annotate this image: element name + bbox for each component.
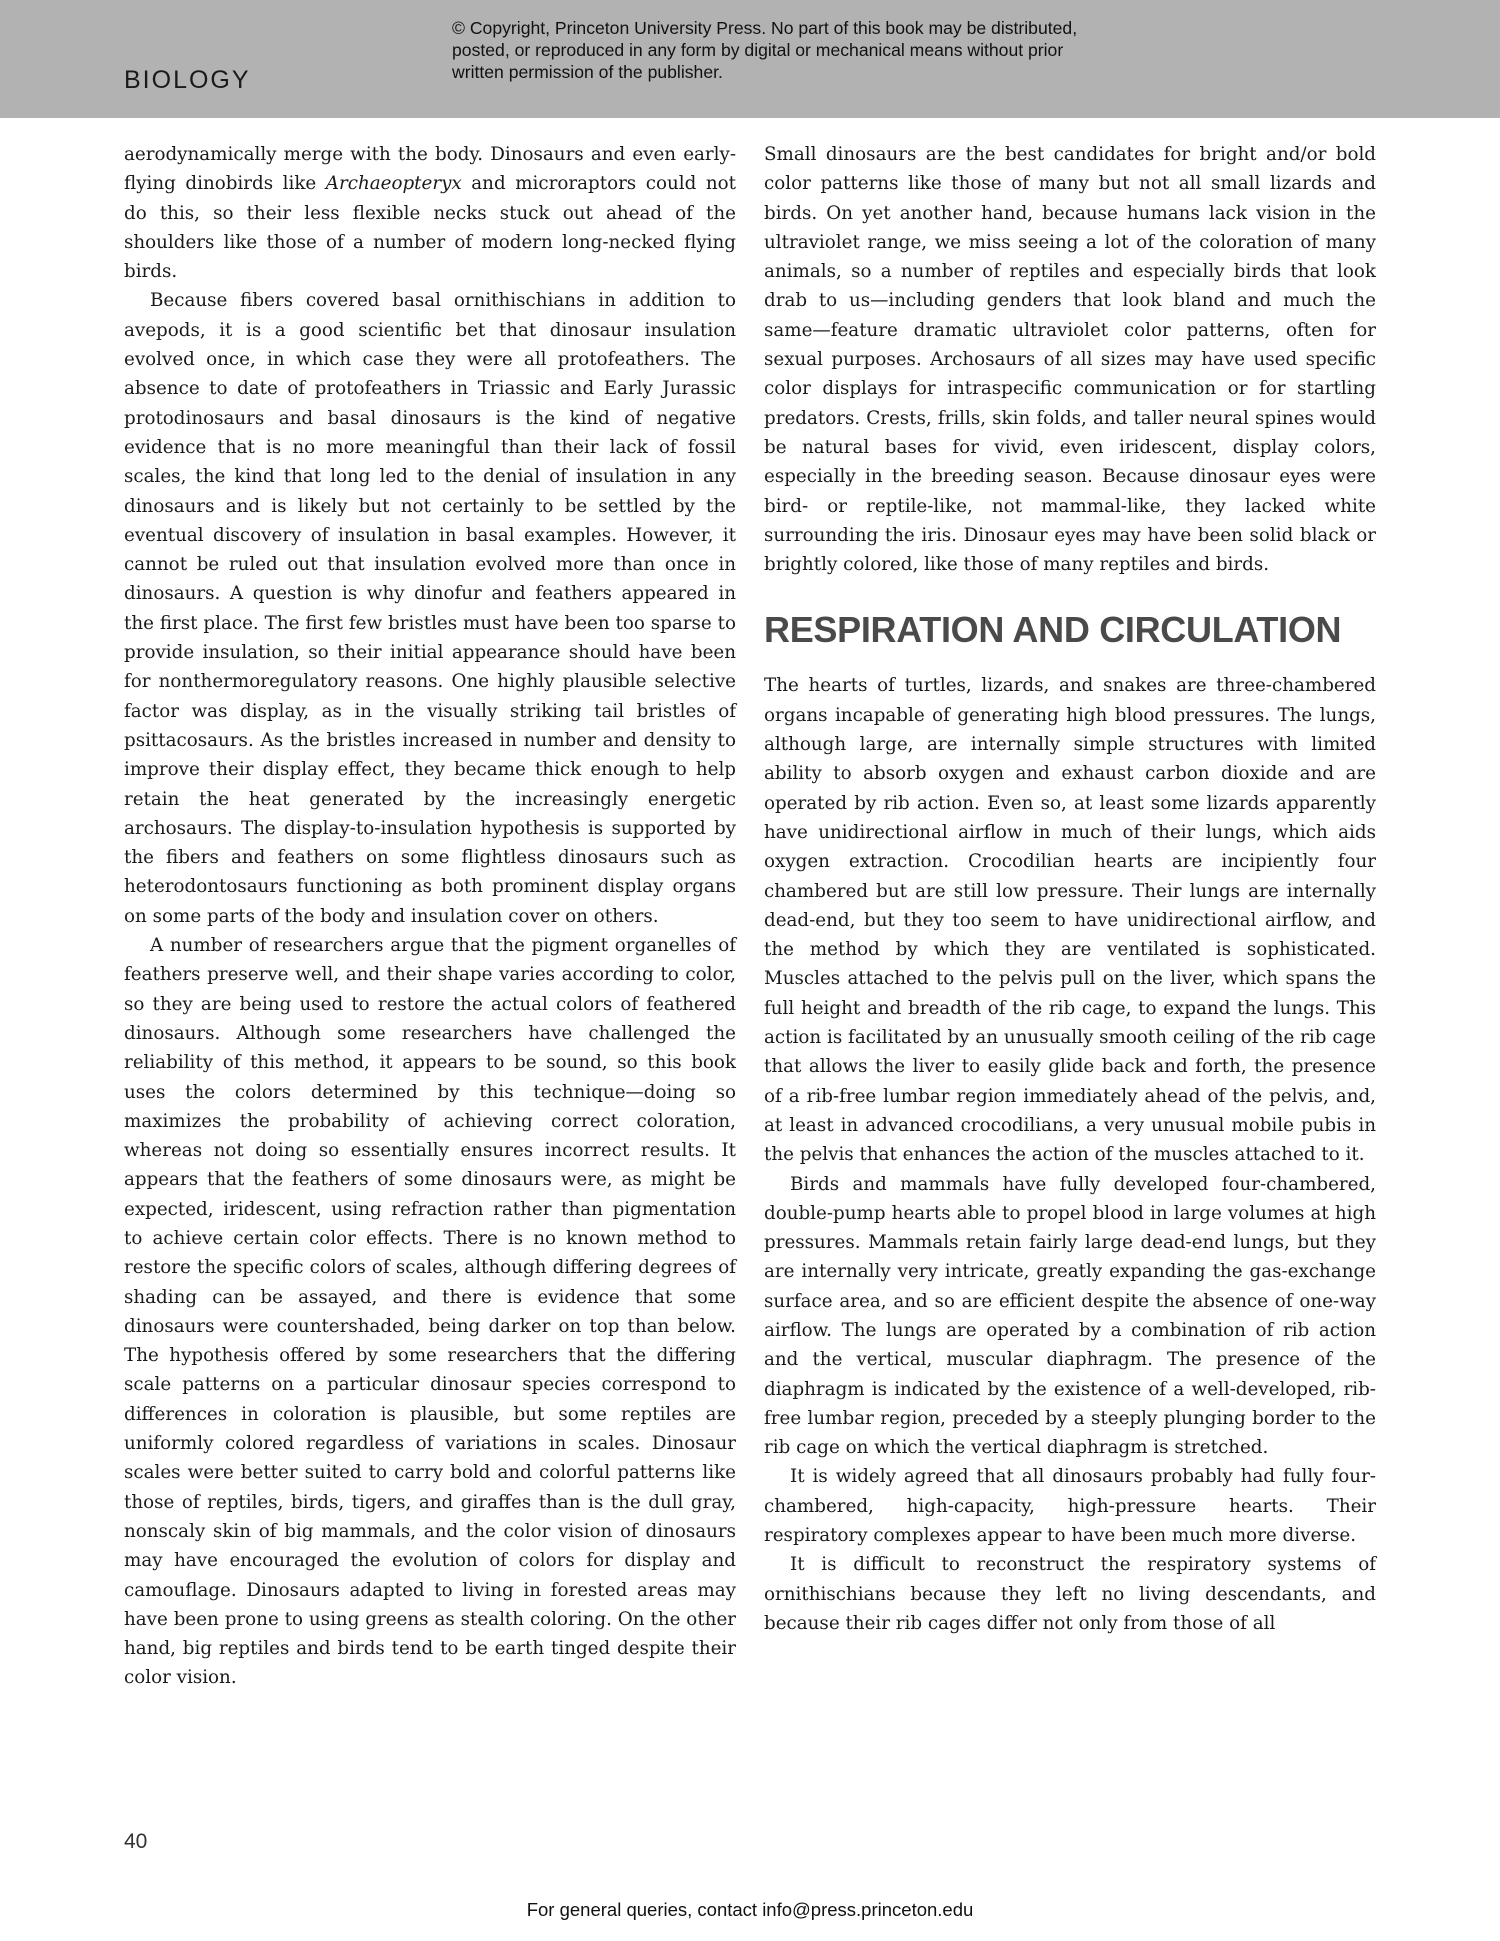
paragraph: Birds and mammals have fully developed four-chambered, double-pump hearts able to propel blood in large volumes at high pressures. Mammals retain fairly large dead-end lungs, but they are internally very intricate, greatly expanding the gas-exchange surface area, and so are efficient despite the absence of one-way airflow. The lungs are operated by a combination of rib action and the vertical, muscular diaphragm. The presence of the diaphragm is indicated by the existence of a well-developed, rib-free lumbar region, preceded by a steeply plunging border to the rib cage on which the vertical diaphragm is stretched. (764, 1173, 1376, 1459)
paragraph: It is difficult to reconstruct the respiratory systems of ornithischians because they left no living descendants, and because their rib cages differ not only from those of all (764, 1554, 1376, 1634)
paragraph: Because fibers covered basal ornithischians in addition to avepods, it is a good scientific bet that dinosaur insulation evolved once, in which case they were all protofeathers. The absence to date of protofeathers in Triassic and Early Jurassic protodinosaurs and basal dinosaurs is the kind of negative evidence that is no more meaningful than their lack of fossil scales, the kind that long led to the denial of insulation in any dinosaurs and is likely but not certainly to be settled by the eventual discovery of insulation in basal examples. However, it cannot be ruled out that insulation evolved more than once in dinosaurs. A question is why dinofur and feathers appeared in the first place. The first few bristles must have been too sparse to provide insulation, so their initial appearance should have been for nonthermoregulatory reasons. One highly plausible selective factor was display, as in the visually striking tail bristles of psittacosaurs. As the bristles increased in number and density to improve their display effect, they became thick enough to help retain the heat generated by the increasingly energetic archosaurs. The display-to-insulation hypothesis is supported by the fibers and feathers on some flightless dinosaurs such as heterodontosaurs functioning as both prominent display organs on some parts of the body and insulation cover on others. (124, 290, 736, 927)
paragraph: The hearts of turtles, lizards, and snakes are three-chambered organs incapable of generating high blood pressures. The lungs, although large, are internally simple structures with limited ability to absorb oxygen and exhaust carbon dioxide and are operated by rib action. Even so, at least some lizards apparently have unidirectional airflow in much of their lungs, which aids oxygen extraction. Crocodilian hearts are incipiently four chambered but are still low pressure. Their lungs are internally dead-end, but they too seem to have unidirectional airflow, and the method by which they are ventilated is sophisticated. Muscles attached to the pelvis pull on the liver, which spans the full height and breadth of the rib cage, to expand the lungs. This action is facilitated by an unusually smooth ceiling of the rib cage that allows the liver to easily glide back and forth, the presence of a rib-free lumbar region immediately ahead of the pelvis, and, at least in advanced crocodilians, a very unusual mobile pubis in the pelvis that enhances the action of the muscles attached to it. (764, 675, 1376, 1166)
section-heading: RESPIRATION AND CIRCULATION (764, 609, 1342, 651)
paragraph: A number of researchers argue that the pigment organelles of feathers preserve well, and their shape varies according to color, so they are being used to restore the actual colors of feathered dinosaurs. Although some researchers have challenged the reliability of this method, it appears to be sound, so this book uses the colors determined by this technique—doing so maximizes the probability of achieving correct coloration, whereas not doing so essentially ensures incorrect results. It appears that the feathers of some dinosaurs were, as might be expected, iridescent, using refraction rather than pigmentation to achieve certain color effects. There is no known method to restore the specific colors of scales, although differing degrees of shading can be assayed, and there is evidence that some dinosaurs were countershaded, being darker on top than below. The hypothesis offered by some researchers that the differing scale patterns on a particular dinosaur species correspond to differences in coloration is plausible, but some reptiles are uniformly colored regardless of variations in scales. Dinosaur scales were better suited to carry bold and colorful patterns like those of reptiles, birds, tigers, and giraffes than is the dull gray, nonscaly skin of big mammals, and the color vision of dinosaurs may have encouraged the evolution of colors for display and camouflage. Dinosaurs adapted to living in forested areas may have been prone to using greens as stealth coloring. On the other hand, big reptiles and birds tend to be earth tinged despite their color vision. (124, 935, 736, 1689)
footer-contact: For general queries, contact info@press.princeton.edu (526, 1899, 974, 1920)
text-run: aerodynamically merge with the body. Dinosaurs and even early-flying dinobirds like (124, 144, 736, 195)
page-number: 40 (124, 1830, 148, 1853)
copyright-notice: © Copyright, Princeton University Press. No part of this book may be distributed, posted, or reproduced in any form by digital or mechanical means without prior written permission of the publisher. (452, 18, 1078, 82)
section-label: BIOLOGY (124, 66, 251, 94)
header-band (0, 0, 1500, 118)
italic-term: Archaeopteryx (325, 173, 462, 195)
text-run: and microraptors could not do this, so their less flexible necks stuck out ahead of the shoulders like those of a number of modern long-necked flying birds. (124, 173, 736, 283)
paragraph: It is widely agreed that all dinosaurs probably had fully four-chambered, high-capacity, high-pressure hearts. Their respiratory complexes appear to have been much more diverse. (764, 1466, 1376, 1547)
paragraph (124, 140, 736, 286)
left-column (124, 140, 736, 1693)
paragraph: Small dinosaurs are the best candidates for bright and/or bold color patterns like those of many but not all small lizards and birds. On yet another hand, because humans lack vision in the ultraviolet range, we miss seeing a lot of the coloration of many animals, so a number of reptiles and especially birds that look drab to us—including genders that look bland and much the same—feature dramatic ultraviolet color patterns, often for sexual purposes. Archosaurs of all sizes may have used specific color displays for intraspecific communication or for startling predators. Crests, frills, skin folds, and taller neural spines would be natural bases for vivid, even iridescent, display colors, especially in the breeding season. Because dinosaur eyes were bird- or reptile-like, not mammal-like, they lacked white surrounding the iris. Dinosaur eyes may have been solid black or brightly colored, like those of many reptiles and birds. (764, 144, 1376, 576)
right-column (764, 140, 1376, 1638)
